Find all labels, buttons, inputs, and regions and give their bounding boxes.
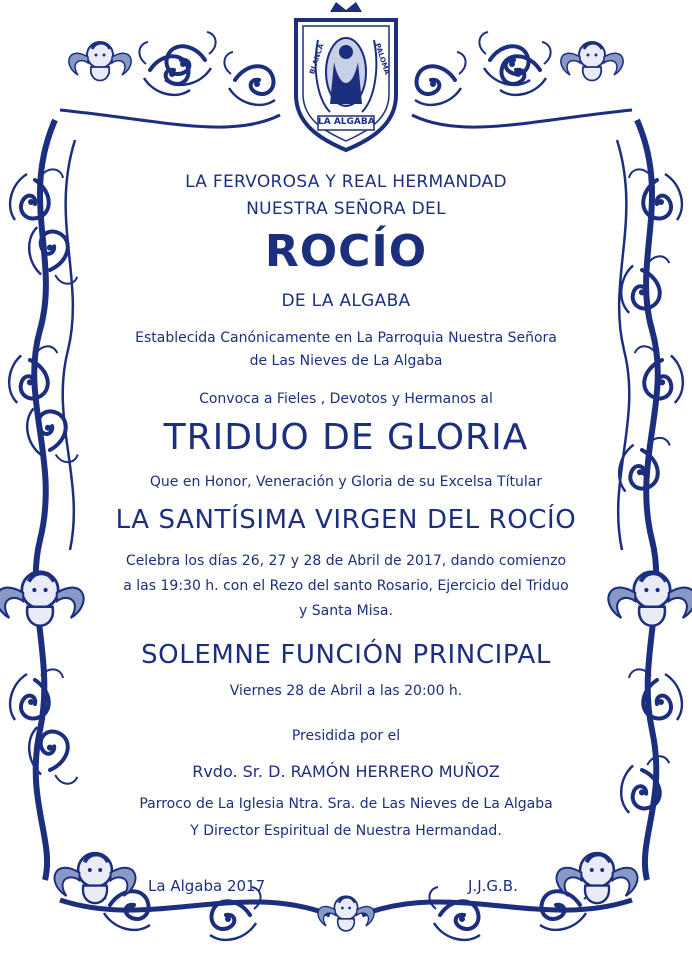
cherub-top-right xyxy=(561,42,623,81)
main-title: ROCÍO xyxy=(264,226,428,277)
celebration-line-3: y Santa Misa. xyxy=(299,603,393,619)
header-line-1: LA FERVOROSA Y REAL HERMANDAD xyxy=(185,172,507,192)
establishment-line-1: Establecida Canónicamente en La Parroquia Nuestra Señora xyxy=(135,330,557,346)
priest-name: Rvdo. Sr. D. RAMÓN HERRERO MUÑOZ xyxy=(192,762,500,781)
priest-role-1: Parroco de La Iglesia Ntra. Sra. de Las Nieves de La Algaba xyxy=(139,796,553,812)
header-line-3: DE LA ALGABA xyxy=(281,291,411,311)
footer-place-year: La Algaba 2017 xyxy=(148,877,266,895)
virgin-title: LA SANTÍSIMA VIRGEN DEL ROCÍO xyxy=(115,505,577,535)
seal-banner-label: LA ALGABA xyxy=(318,117,375,127)
brotherhood-seal xyxy=(296,2,396,150)
cherub-bottom-left xyxy=(54,853,135,903)
presided-label: Presidida por el xyxy=(291,728,401,744)
cherub-bottom-center xyxy=(318,896,374,931)
cherub-bottom-right xyxy=(556,853,637,903)
celebration-line-1: Celebra los días 26, 27 y 28 de Abril de 2017, dando comienzo xyxy=(125,553,567,569)
function-title: SOLEMNE FUNCIÓN PRINCIPAL xyxy=(141,640,551,670)
celebration-line-2: a las 19:30 h. con el Rezo del santo Rosario, Ejercicio del Triduo xyxy=(123,578,569,594)
header-line-2: NUESTRA SEÑORA DEL xyxy=(246,199,446,219)
seal-band-left-label: BLANCA xyxy=(308,42,326,76)
cherub-top-left xyxy=(69,42,131,81)
invitation-line: Convoca a Fieles , Devotos y Hermanos al xyxy=(199,391,493,407)
triduo-title: TRIDUO DE GLORIA xyxy=(163,417,529,458)
function-date: Viernes 28 de Abril a las 20:00 h. xyxy=(229,683,463,699)
priest-role-2: Y Director Espiritual de Nuestra Hermandad. xyxy=(190,823,502,839)
establishment-line-2: de Las Nieves de La Algaba xyxy=(249,353,443,369)
seal-band-right-label: PALOMA xyxy=(373,42,392,76)
footer-initials: J.J.G.B. xyxy=(468,877,518,895)
honor-line: Que en Honor, Veneración y Gloria de su Excelsa Títular xyxy=(149,474,543,490)
